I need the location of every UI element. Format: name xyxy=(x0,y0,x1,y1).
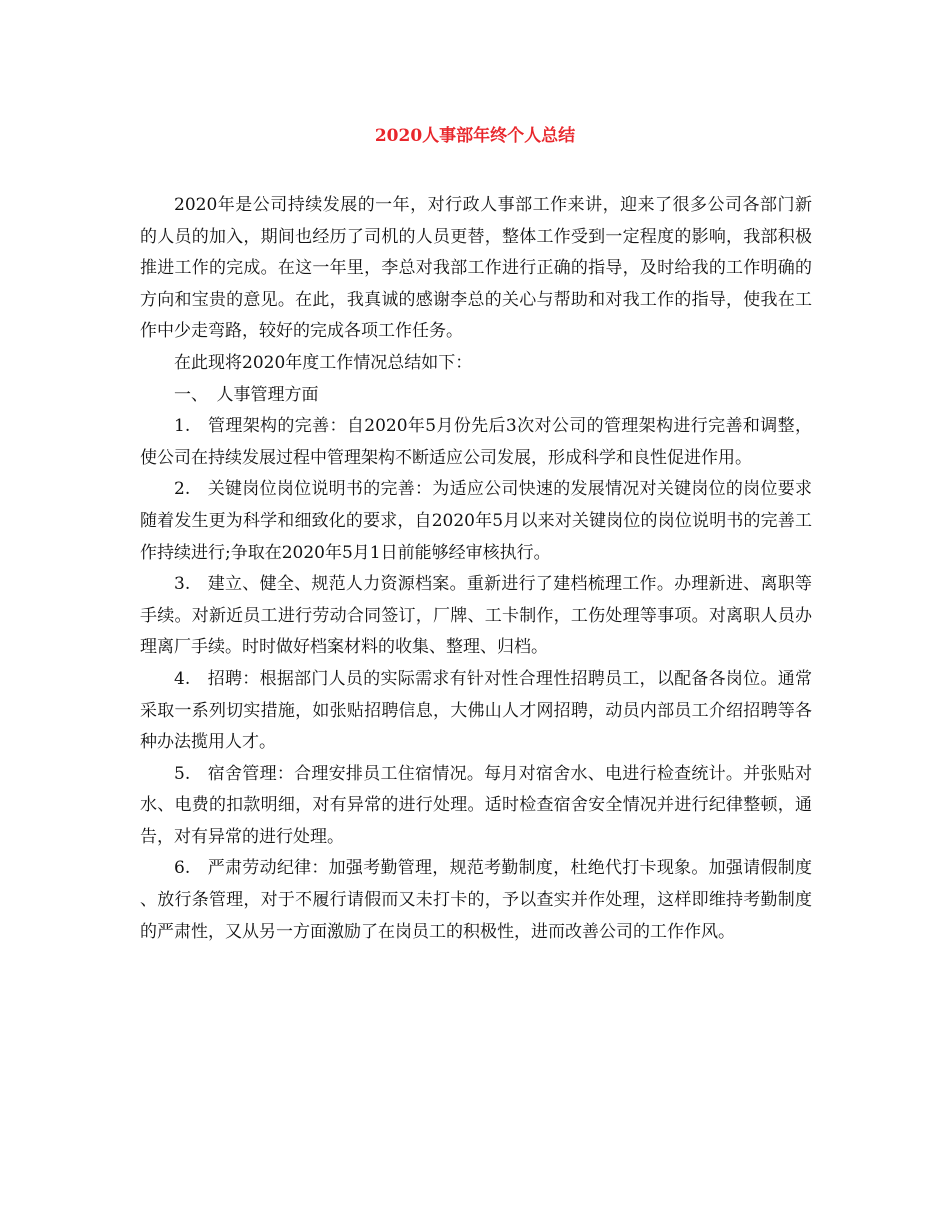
document-body xyxy=(140,190,812,948)
document-title: 2020人事部年终个人总结 xyxy=(374,126,576,146)
paragraph-summary-lead: 在此现将2020年度工作情况总结如下： xyxy=(174,352,473,373)
paragraph-intro: 2020年是公司持续发展的一年，对行政人事部工作来讲，迎来了很多公司各部门新的人员的加入，期间也经历了司机的人员更替，整体工作受到一定程度的影响，我部积极推进工作的完成。在这一年里，李总对我部工作进行正确的指导，及时给我的工作明确的方向和宝贵的意见。在此，我真诚的感谢李总的关心与帮助和对我工作的指导，使我在工作中少走弯路，较好的完成各项工作任务。 xyxy=(140,195,812,342)
list-item-hr-archives: 3. 建立、健全、规范人力资源档案。重新进行了建档梳理工作。办理新进、离职等手续。对新近员工进行劳动合同签订，厂牌、工卡制作，工伤处理等事项。对离职人员办理离厂手续。时时做好档案材料的收集、整理、归档。 xyxy=(140,574,812,658)
section-heading-hr-management: 一、 人事管理方面 xyxy=(174,384,319,405)
list-item-dormitory-management: 5. 宿舍管理：合理安排员工住宿情况。每月对宿舍水、电进行检查统计。并张贴对水、电费的扣款明细，对有异常的进行处理。适时检查宿舍安全情况并进行纪律整顿，通告，对有异常的进行处理。 xyxy=(140,763,812,847)
list-item-management-structure: 1. 管理架构的完善：自2020年5月份先后3次对公司的管理架构进行完善和调整，使公司在持续发展过程中管理架构不断适应公司发展，形成科学和良性促进作用。 xyxy=(140,416,812,468)
list-item-labor-discipline: 6. 严肃劳动纪律：加强考勤管理，规范考勤制度，杜绝代打卡现象。加强请假制度、放行条管理，对于不履行请假而又未打卡的，予以查实并作处理，这样即维持考勤制度的严肃性，又从另一方面激励了在岗员工的积极性，进而改善公司的工作作风。 xyxy=(140,858,812,942)
list-item-recruitment: 4. 招聘：根据部门人员的实际需求有针对性合理性招聘员工，以配备各岗位。通常采取一系列切实措施，如张贴招聘信息，大佛山人才网招聘，动员内部员工介绍招聘等各种办法揽用人才。 xyxy=(140,668,812,753)
list-item-job-descriptions: 2. 关键岗位岗位说明书的完善：为适应公司快速的发展情况对关键岗位的岗位要求随着发生更为科学和细致化的要求，自2020年5月以来对关键岗位的岗位说明书的完善工作持续进行;争取在2020年5月1日前能够经审核执行。 xyxy=(140,479,812,563)
